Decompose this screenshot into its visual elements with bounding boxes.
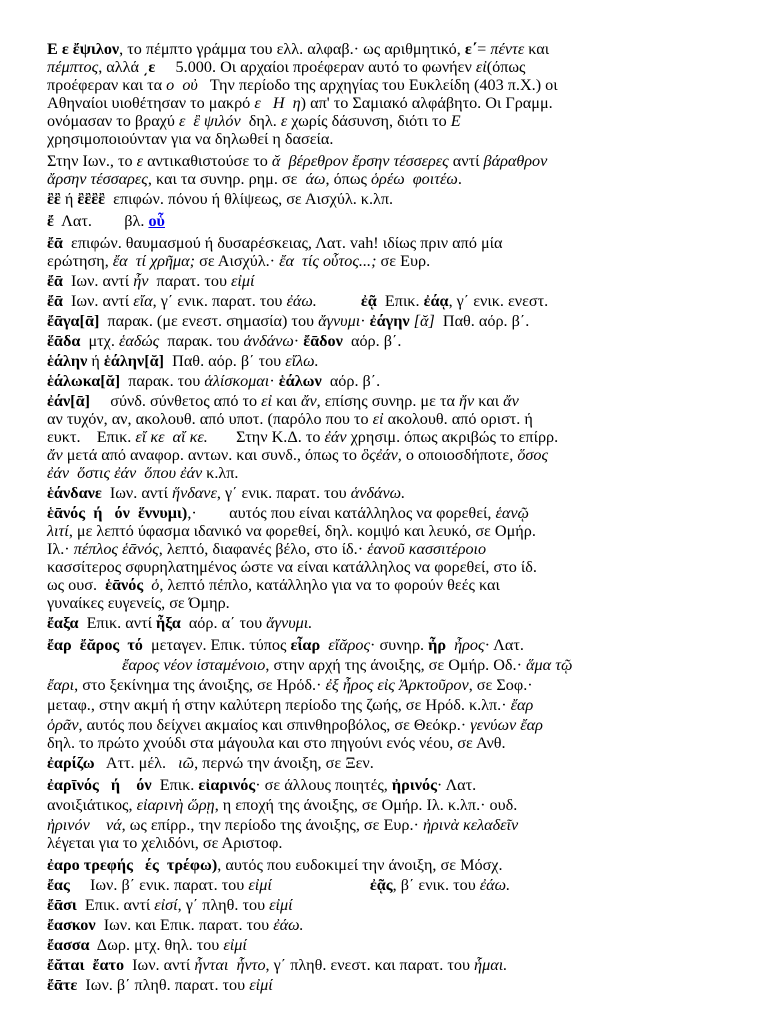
- entry-easi: ἔᾱσι Επικ. αντί εἰσί, γ΄ πληθ. του εἰμί: [47, 896, 293, 914]
- entry-ean-line-5: ἐάν ὅστις ἐάν ὅπου ἐάν κ.λπ.: [47, 464, 239, 482]
- entry-earinos-line-4: λέγεται για το χελιδόνι, σε Αριστοφ.: [47, 834, 283, 852]
- entry-eanos-line-5: ως ουσ. ἑᾱνός ὁ, λεπτό πέπλο, κατάλληλο για να το φορούν θεές και: [47, 576, 500, 594]
- entry-ea-3: ἔᾱ Ιων. αντί εἴα, γ΄ ενικ. παρατ. του ἐάω. ἐᾷ Επικ. ἐάᾳ, γ΄ ενικ. ενεστ.: [47, 292, 549, 310]
- entry-ean-line-1: ἐάν[ᾱ] σύνδ. σύνθετος από το εἰ και ἄν, επίσης συνηρ. με τα ἤν και ἄν: [47, 392, 519, 410]
- entry-earizo: ἐαρίζω Αττ. μέλ. ιῶ, περνώ την άνοιξη, σε Ξεν.: [47, 754, 374, 772]
- entry-eatai: ἔᾰται ἔατο Ιων. αντί ἧνται ἧντο, γ΄ πληθ. ενεστ. και παρατ. του ἧμαι.: [47, 956, 508, 974]
- entry-epsilon-line-3: προέφεραν και τα ο οὐ Την περίοδο της αρχηγίας του Ευκλείδη (403 π.Χ.) οι: [47, 76, 558, 94]
- entry-eanos-line-1: ἑᾱνός ή όν ἕννυμι),· αυτός που είναι κατάλληλος να φορεθεί, ἑανῷ: [47, 504, 529, 522]
- entry-ear-line-5: ὁρᾶν, αυτός που δείχνει ακμαίος και σπινθηροβόλος, σε Θεόκρ.· γενύων ἔαρ: [47, 716, 543, 734]
- entry-ean-line-2: αν τυχόν, αν, ακολουθ. από υποτ. (παρόλο που το εἰ ακολουθ. από οριστ. ή: [47, 410, 533, 428]
- entry-earinos-line-2: ανοιξιάτικος, εἰαρινὴ ὥρῃ, η εποχή της άνοιξης, σε Ομήρ. Ιλ. κ.λπ.· ουδ.: [47, 796, 518, 814]
- entry-earinos-line-1: ἐαρῑνός ή όν Επικ. εἰαρινός· σε άλλους ποιητές, ἠρινός· Λατ.: [47, 776, 477, 794]
- entry-ealoka: ἑάλωκα[ᾰ] παρακ. του ἁλίσκομαι· ἑάλων αόρ. β΄.: [47, 372, 381, 390]
- entry-epsilon-line-5: ονόμασαν το βραχύ ε ἒ ψιλόν δηλ. ε χωρίς δάσυνση, διότι το Ε: [47, 112, 461, 130]
- entry-epsilon-line-6: χρησιμοποιούνταν για να δηλωθεί η δασεία.: [47, 130, 334, 148]
- entry-ear-line-6: δηλ. το πρώτο χνούδι στα μάγουλα και στο πηγούνι ενός νέου, σε Ανθ.: [47, 734, 506, 752]
- entry-easkon: ἔασκον Ιων. και Επικ. παρατ. του ἐάω.: [47, 916, 304, 934]
- entry-ea-2: ἔᾱ Ιων. αντί ἦν παρατ. του εἰμί: [47, 272, 255, 290]
- entry-earinos-line-3: ἠρινόν νά, ως επίρρ., την περίοδο της άνοιξης, σε Ευρ.· ἠρινὰ κελαδεῖν: [47, 816, 519, 834]
- entry-ean-line-4: ἄν μετά από αναφορ. αντων. και συνδ., όπως το ὃςἐάν, ο οποιοσδήποτε, ὅσος: [47, 446, 549, 464]
- entry-eate: ἔᾱτε Ιων. β΄ πληθ. παρατ. του εἰμί: [47, 976, 273, 994]
- entry-ea-1-line-1: ἔᾱ επιφών. θαυμασμού ή δυσαρέσκειας, Λατ. vah! ιδίως πριν από μία: [47, 234, 503, 252]
- entry-e-lat: ἔ Λατ. βλ. οὗ: [47, 212, 165, 230]
- entry-ear-line-3: ἔαρι, στο ξεκίνημα της άνοιξης, σε Ηρόδ.· ἐξ ἦρος εἰς Ἀρκτοῦρον, σε Σοφ.·: [47, 676, 533, 694]
- entry-earotrefes: ἐαρο τρεφής ές τρέφω), αυτός που ευδοκιμεί την άνοιξη, σε Μόσχ.: [47, 856, 503, 874]
- headword: Ε ε ἔψιλον: [47, 40, 120, 58]
- entry-epsilon-line-7: Στην Ιων., το ε αντικαθιστούσε το ᾰ βέρεθρον ἔρσην τέσσερες αντί βάραθρον: [47, 152, 548, 170]
- entry-eanos-line-4: κασσίτερος σφυρηλατημένος ώστε να είναι κατάλληλος να φορεθεί, στο ίδ.: [47, 558, 537, 576]
- entry-eanos-line-6: γυναίκες ευγενείς, σε Όμηρ.: [47, 594, 230, 612]
- entry-epsilon-line-8: ἄρσην τέσσαρες, και τα συνηρ. ρημ. σε άω, όπως ὁρέω φοιτέω.: [47, 170, 462, 188]
- entry-ear-line-4: μεταφ., στην ακμή ή στην καλύτερη περίοδο της ζωής, σε Ηρόδ. κ.λπ.· ἔαρ: [47, 696, 534, 714]
- cross-reference-link[interactable]: οὗ: [148, 212, 165, 230]
- entry-eaga: ἔᾱγα[ᾱ] παρακ. (με ενεστ. σημασία) του ἄγνυμι· ἐάγην [ᾰ] Παθ. αόρ. β΄.: [47, 312, 530, 330]
- entry-ean-line-3: ευκτ. Επικ. εἴ κε αἴ κε. Στην Κ.Δ. το ἐάν χρησιμ. όπως ακριβώς το επίρρ.: [47, 428, 559, 446]
- entry-epsilon-line-1: Ε ε ἔψιλον, το πέμπτο γράμμα του ελλ. αλφαβ.· ως αριθμητικό, ε΄= πέντε και: [47, 40, 550, 58]
- entry-ea-1-line-2: ερώτηση, ἔα τί χρῆμα; σε Αισχύλ.· ἔα τίς οὗτος...; σε Ευρ.: [47, 252, 431, 270]
- entry-eandane: ἑάνδανε Ιων. αντί ἥνδανε, γ΄ ενικ. παρατ. του ἁνδάνω.: [47, 484, 406, 502]
- entry-eaxa: ἔαξα Επικ. αντί ἦξα αόρ. α΄ του ἄγνυμι.: [47, 614, 313, 632]
- entry-eanos-line-2: λιτί, με λεπτό ύφασμα ιδανικό να φορεθεί, δηλ. κομψό και λευκό, σε Ομήρ.: [47, 522, 536, 540]
- entry-epsilon-line-4: Αθηναίοι υιοθέτησαν το μακρό ε Η η) απ' το Σαμιακό αλφάβητο. Οι Γραμμ.: [47, 94, 553, 112]
- entry-epsilon-line-2: πέμπτος, αλλά ͵ε 5.000. Οι αρχαίοι προέφεραν αυτό το φωνήεν εἰ(όπως: [47, 58, 526, 76]
- entry-ear-line-1: ἔαρ ἔᾰρος τό μεταγεν. Επικ. τύπος εἶαρ εἴᾰρος· συνηρ. ἦρ ἦρος· Λατ.: [47, 636, 524, 654]
- entry-ealen: ἑάλην ή ἑάλην[ᾰ] Παθ. αόρ. β΄ του εἴλω.: [47, 352, 319, 370]
- entry-eanos-line-3: Ιλ.· πέπλος ἑᾱνός, λεπτό, διαφανές βέλο, στο ίδ.· ἑανοῦ κασσιτέροιο: [47, 540, 487, 558]
- entry-ear-line-2: ἔαρος νέον ἱσταμένοιο, στην αρχή της άνοιξης, σε Ομήρ. Οδ.· ἅμα τῷ: [122, 656, 573, 674]
- entry-eassa: ἔασσα Δωρ. μτχ. θηλ. του εἰμί: [47, 936, 247, 954]
- entry-eas: ἔας Ιων. β΄ ενικ. παρατ. του εἰμί ἐᾷς, β΄ ενικ. του ἐάω.: [47, 876, 511, 894]
- entry-eada: ἕᾱδα μτχ. ἑαδώς παρακ. του ἁνδάνω· ἔᾱδον αόρ. β΄.: [47, 332, 402, 350]
- entry-ee: ἒἒ ή ἒἒἒἒ επιφών. πόνου ή θλίψεως, σε Αισχύλ. κ.λπ.: [47, 190, 394, 208]
